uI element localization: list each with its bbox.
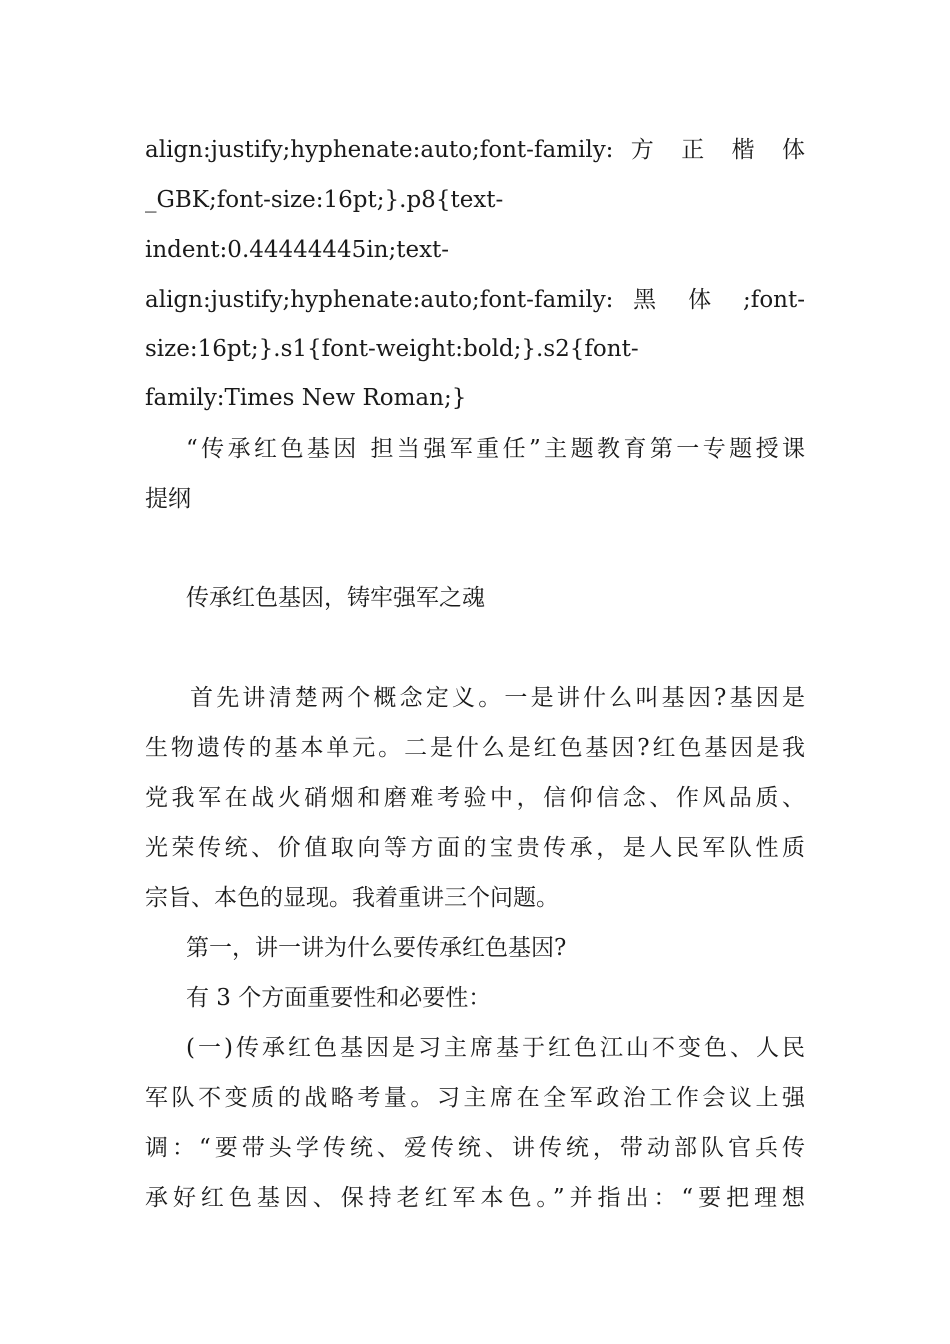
intro-line-3: 党我军在战火硝烟和磨难考验中，信仰信念、作风品质、 <box>145 785 805 811</box>
doc-title-line-2: 提纲 <box>145 486 191 512</box>
point-one-heading: 第一，讲一讲为什么要传承红色基因? <box>186 935 567 961</box>
section-heading: 传承红色基因，铸牢强军之魂 <box>186 585 485 611</box>
three-aspects-line: 有 3 个方面重要性和必要性： <box>186 985 492 1011</box>
intro-line-2: 生物遗传的基本单元。二是什么是红色基因?红色基因是我 <box>145 735 805 761</box>
css-residue-line-1: align:justify;hyphenate:auto;font-family: 方 正 楷 体 <box>145 137 805 163</box>
subpoint-1-line-1: (一)传承红色基因是习主席基于红色江山不变色、人民 <box>186 1035 805 1061</box>
intro-line-1: 首先讲清楚两个概念定义。一是讲什么叫基因?基因是 <box>190 685 805 711</box>
intro-line-5: 宗旨、本色的显现。我着重讲三个问题。 <box>145 885 559 911</box>
css-residue-line-2: _GBK;font-size:16pt;}.p8{text- <box>145 187 504 213</box>
css-residue-line-5: size:16pt;}.s1{font-weight:bold;}.s2{font- <box>145 336 639 362</box>
doc-title-line-1: “传承红色基因 担当强军重任”主题教育第一专题授课 <box>186 436 805 462</box>
css-residue-line-3: indent:0.44444445in;text- <box>145 237 450 263</box>
subpoint-1-line-4: 承好红色基因、保持老红军本色。”并指出：“要把理想 <box>145 1185 805 1211</box>
css-residue-line-4: align:justify;hyphenate:auto;font-family: 黑 体 ;font- <box>145 287 805 313</box>
css-residue-line-6: family:Times New Roman;} <box>145 385 467 411</box>
subpoint-1-line-3: 调：“要带头学传统、爱传统、讲传统，带动部队官兵传 <box>145 1135 805 1161</box>
subpoint-1-line-2: 军队不变质的战略考量。习主席在全军政治工作会议上强 <box>145 1085 805 1111</box>
intro-line-4: 光荣传统、价值取向等方面的宝贵传承，是人民军队性质 <box>145 835 805 861</box>
